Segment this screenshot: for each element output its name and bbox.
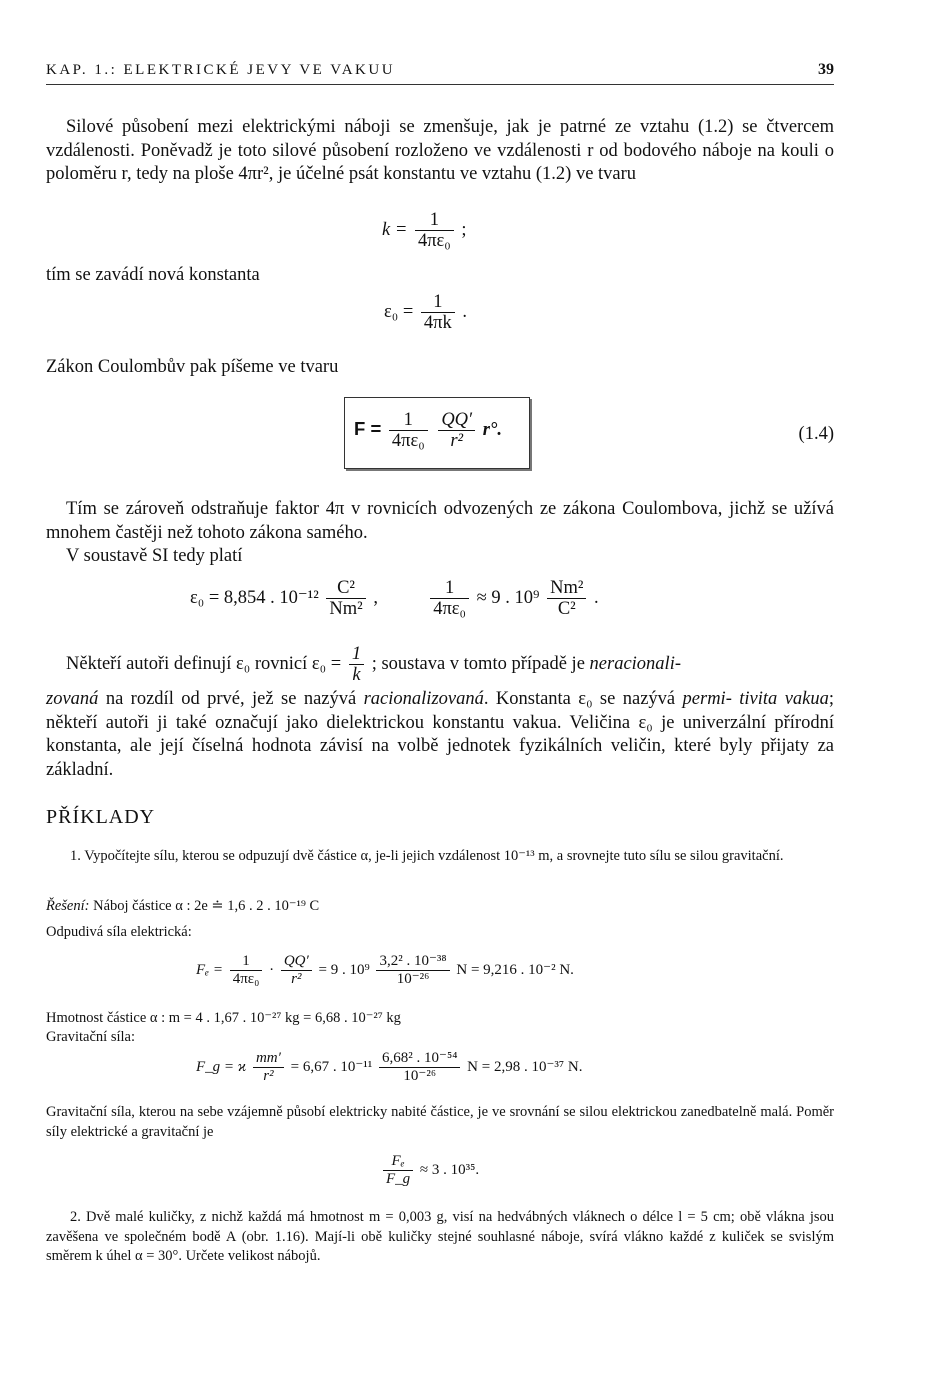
- eq-si-fraction-3: [547, 578, 586, 619]
- eq-fg-num-1: mm′: [253, 1050, 284, 1068]
- paragraph-permittivity-text: [46, 688, 834, 782]
- eq-k-denominator: 4πε₀: [417, 231, 451, 251]
- equation-number: (1.4): [798, 424, 834, 444]
- grav-force-label-text: Gravitační síla:: [46, 1029, 135, 1045]
- running-header: [46, 60, 834, 85]
- page-number: 39: [818, 61, 834, 78]
- eq-coulomb-num-1: 1: [389, 410, 428, 431]
- equation-ratio: [380, 1153, 479, 1188]
- permittivity-text-b: na rozdíl od prvé, jež se nazývá: [98, 689, 364, 709]
- term-neracionalizovana: zovaná: [46, 689, 99, 709]
- eq-fg-lhs: F_g = ϰ: [196, 1058, 247, 1075]
- eq-fg-fraction-1: [253, 1050, 284, 1085]
- solution-line: [46, 897, 834, 917]
- example-2-text: 2. Dvě malé kuličky, z nichž každá má hmotnost m = 0,003 g, visí na hedvábných vláknech o délce l = 5 cm; obě vlákna jsou zavěšena ve společném bodě A (obr. 1.16). Mají-li obě kuličky stejné souhlasné náboje, svírá vlákno každé z kuliček se svislým směrem k úhel α = 30°. Určete velikost nábojů.: [46, 1209, 834, 1264]
- eq-fe-num-1: 1: [230, 953, 263, 971]
- eq-si-fraction-2: [430, 578, 469, 619]
- eq-fe-dot: ·: [269, 961, 275, 978]
- eq-si-part1: ε₀ = 8,854 . 10⁻¹²: [190, 587, 319, 608]
- term-permitivita-1: permi-: [682, 689, 732, 709]
- eq-coulomb-fraction-2: [438, 410, 475, 451]
- eq-eps-denominator: 4πk: [423, 313, 452, 333]
- eq-fg-den-1: r²: [263, 1068, 274, 1084]
- mass-line-text: Hmotnost částice α : m = 4 . 1,67 . 10⁻²⁷ kg = 6,68 . 10⁻²⁷ kg: [46, 1010, 401, 1026]
- intro-epsilon-text: tím se zavádí nová konstanta: [46, 265, 260, 285]
- eq-ratio-num: Fₑ: [383, 1153, 413, 1171]
- running-title: KAP. 1.: ELEKTRICKÉ JEVY VE VAKUU: [46, 62, 396, 78]
- eq-coulomb-num-2: QQ′: [438, 410, 475, 431]
- eq-coulomb-fraction-1: [389, 410, 428, 451]
- eq-eps-lhs: ε₀ =: [384, 301, 414, 322]
- eq-eps-numerator: 1: [421, 292, 455, 313]
- eq-coulomb-den-1: 4πε₀: [391, 431, 425, 451]
- eq-si-num-3: Nm²: [547, 578, 586, 599]
- paragraph-permittivity: [46, 688, 834, 782]
- intro-coulomb: [46, 356, 834, 380]
- eq-ratio-tail: ≈ 3 . 10³⁵.: [419, 1161, 480, 1178]
- solution-text: Náboj částice α : 2e ≐ 1,6 . 2 . 10⁻¹⁹ C: [89, 898, 320, 914]
- eq-k-tail: ;: [461, 219, 467, 240]
- equation-fg: [196, 1050, 582, 1085]
- term-permitivita-2: tivita vakua: [739, 689, 829, 709]
- eq-fe-fraction-1: [230, 953, 263, 988]
- definition-frac-den: k: [352, 665, 361, 685]
- eq-fg-num-2: 6,68² . 10⁻⁵⁴: [379, 1050, 460, 1068]
- eq-fe-mid: = 9 . 10⁹: [318, 961, 370, 978]
- equation-coulomb: [354, 410, 502, 451]
- eq-fe-tail: N = 9,216 . 10⁻² N.: [456, 961, 574, 978]
- equation-epsilon: [384, 292, 467, 333]
- solution-paragraph: [46, 897, 834, 917]
- definition-text-a: Někteří autoři definují ε₀ rovnicí ε₀ =: [66, 653, 342, 674]
- book-page: [46, 0, 834, 1388]
- paragraph-definition-line: [66, 644, 834, 685]
- eq-eps-tail: .: [462, 301, 467, 322]
- example-2: [46, 1208, 834, 1267]
- eq-si-sep: ,: [373, 587, 378, 608]
- eq-fg-tail: N = 2,98 . 10⁻³⁷ N.: [467, 1058, 583, 1075]
- eq-coulomb-den-2: r²: [450, 431, 464, 451]
- eq-si-tail: .: [594, 587, 599, 608]
- equation-k: [382, 210, 467, 251]
- mass-line: [46, 1009, 834, 1029]
- intro-coulomb-text: Zákon Coulombův pak píšeme ve tvaru: [46, 357, 339, 377]
- definition-frac-num: 1: [349, 644, 364, 665]
- paragraph-si-text: V soustavě SI tedy platí: [66, 546, 243, 566]
- eq-fe-den-1: 4πε₀: [232, 971, 260, 987]
- eq-ratio-fraction: [383, 1153, 413, 1188]
- permittivity-text-g: ; někteří autoři ji také označují jako dielektrickou konstantu vakua. Veličina ε₀ je univerzální přírodní konstanta, ale její číselná hodnota závisí na volbě jednotek fyzikálních veličin, které byly přijaty za základní.: [46, 689, 835, 780]
- eq-fe-num-2: QQ′: [281, 953, 312, 971]
- paragraph-text: Silové působení mezi elektrickými náboji se zmenšuje, jak je patrné ze vztahu (1.2) se čtvercem vzdálenosti. Poněvadž je toto silové působení rozloženo ve vzdálenosti r od bodového náboje na kouli o poloměru r, tedy na ploše 4πr², je účelné psát konstantu ve vztahu (1.2) ve tvaru: [46, 117, 834, 184]
- eq-ratio-den: F_g: [386, 1171, 411, 1187]
- eq-k-fraction: [415, 210, 454, 251]
- eq-si-num-1: C²: [326, 578, 365, 599]
- eq-fe-den-3: 10⁻²⁶: [396, 971, 430, 987]
- eq-si-fraction-1: [326, 578, 365, 619]
- eq-fe-lhs: Fₑ =: [196, 961, 223, 978]
- definition-text-c: neracionali-: [589, 653, 681, 674]
- eq-si-den-1: Nm²: [329, 599, 363, 619]
- eq-si-den-2: 4πε₀: [433, 599, 466, 619]
- grav-force-label: [46, 1028, 834, 1048]
- eq-fe-den-2: r²: [291, 971, 302, 987]
- example-1-text: 1. Vypočítejte sílu, kterou se odpuzují dvě částice α, je-li jejich vzdálenost 10⁻¹³ m, a srovnejte tuto sílu se silou gravitační.: [70, 848, 784, 864]
- eq-fg-mid: = 6,67 . 10⁻¹¹: [290, 1058, 373, 1075]
- eq-eps-fraction: [421, 292, 455, 333]
- paragraph-si: [46, 545, 834, 569]
- comparison-text: Gravitační síla, kterou na sebe vzájemně působí elektricky nabité částice, je ve srovnání se silou elektrickou zanedbatelně malá. Poměr síly elektrické a gravitační je: [46, 1104, 834, 1140]
- permittivity-text-d: . Konstanta ε₀ se nazývá: [483, 689, 683, 709]
- term-racionalizovana: racionalizovaná: [363, 689, 484, 709]
- eq-si-den-3: C²: [557, 599, 576, 619]
- eq-si-num-2: 1: [430, 578, 469, 599]
- paragraph-intro: [46, 116, 834, 187]
- electric-force-label-text: Odpudivá síla elektrická:: [46, 924, 192, 940]
- comparison-paragraph: [46, 1103, 834, 1142]
- paragraph-factor-text: Tím se zároveň odstraňuje faktor 4π v rovnicích odvozených ze zákona Coulombova, jichž se užívá mnohem častěji než tohoto zákona samého.: [46, 499, 834, 543]
- eq-fe-fraction-3: [376, 953, 449, 988]
- eq-fe-fraction-2: [281, 953, 312, 988]
- section-heading: PŘÍKLADY: [46, 806, 156, 828]
- definition-fraction: [349, 644, 364, 685]
- eq-k-numerator: 1: [415, 210, 454, 231]
- eq-fe-num-3: 3,2² . 10⁻³⁸: [376, 953, 449, 971]
- equation-fe: [196, 953, 574, 988]
- eq-coulomb-tail: r°.: [482, 419, 502, 440]
- eq-coulomb-lhs: F =: [354, 417, 382, 439]
- eq-fg-den-2: 10⁻²⁶: [403, 1068, 437, 1084]
- electric-force-label: [46, 923, 834, 943]
- definition-text-b: ; soustava v tomto případě je: [371, 653, 585, 674]
- intro-epsilon: [46, 264, 834, 288]
- eq-fg-fraction-2: [379, 1050, 460, 1085]
- example-1: [46, 847, 834, 867]
- equation-si: [190, 578, 599, 619]
- paragraph-factor: [46, 498, 834, 545]
- solution-label: Řešení:: [46, 898, 90, 914]
- eq-k-lhs: k =: [382, 219, 408, 240]
- eq-si-mid: ≈ 9 . 10⁹: [476, 587, 540, 608]
